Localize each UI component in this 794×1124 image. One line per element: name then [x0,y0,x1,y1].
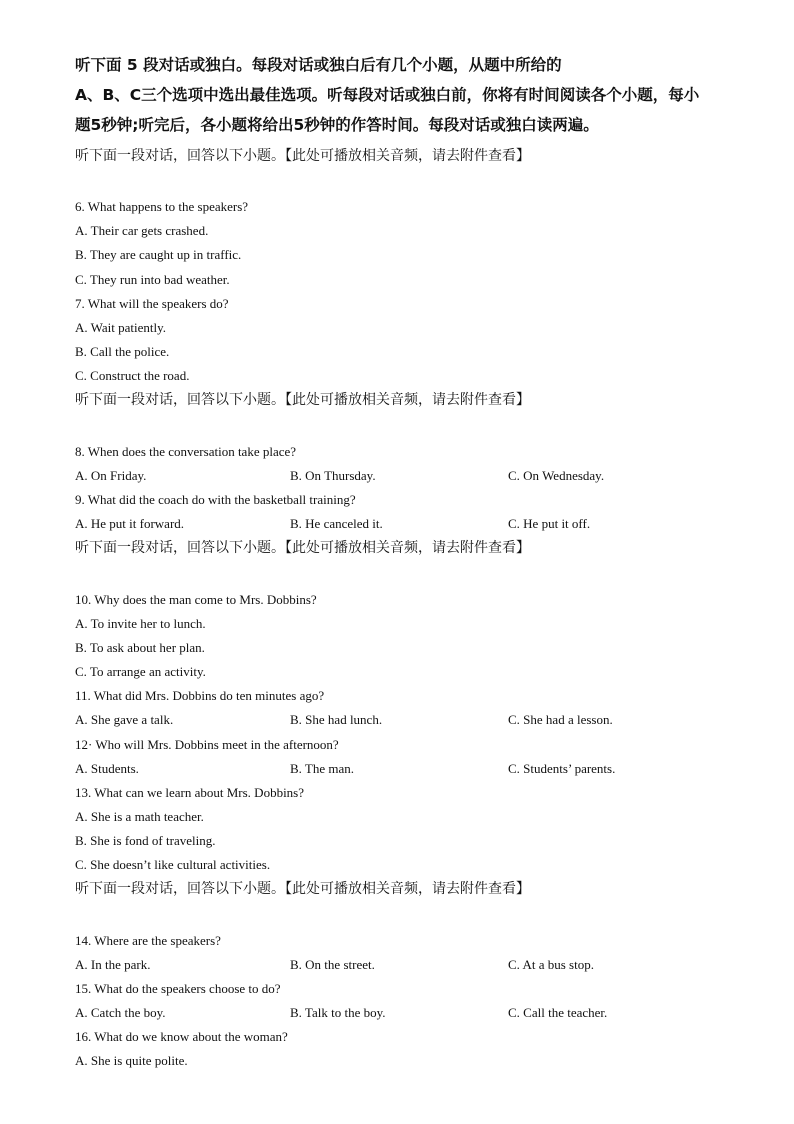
question-7-stem: 7. What will the speakers do? [75,296,229,311]
question-8-option-c: C. On Wednesday. [508,468,605,483]
question-11-option-a: A. She gave a talk. [75,712,174,727]
instruction-line-2: A、B、C三个选项中选出最佳选项。听每段对话或独白前，你将有时间阅读各个小题，每小 [75,86,700,104]
question-13-option-b: B. She is fond of traveling. [75,833,216,848]
question-10-option-a: A. To invite her to lunch. [75,616,206,631]
question-12-option-a: A. Students. [75,761,139,776]
question-11-option-b: B. She had lunch. [290,712,383,727]
question-9-option-a: A. He put it forward. [75,516,185,531]
section-note: 听下面一段对话，回答以下小题。【此处可播放相关音频，请去附件查看】 [75,540,530,556]
question-11-stem: 11. What did Mrs. Dobbins do ten minutes ago? [75,688,325,703]
question-9-option-c: C. He put it off. [508,516,591,531]
question-15-option-a: A. Catch the boy. [75,1005,166,1020]
question-6-option-b: B. They are caught up in traffic. [75,247,242,262]
question-10-option-b: B. To ask about her plan. [75,640,205,655]
question-12-option-c: C. Students’ parents. [508,761,616,776]
question-12-stem: 12· Who will Mrs. Dobbins meet in the afternoon? [75,737,339,752]
question-16-option-a: A. She is quite polite. [75,1053,188,1068]
question-16-stem: 16. What do we know about the woman? [75,1029,288,1044]
question-10-stem: 10. Why does the man come to Mrs. Dobbins? [75,592,317,607]
instruction-line-1: 听下面 5 段对话或独白。每段对话或独白后有几个小题，从题中所给的 [75,56,562,74]
question-14-option-b: B. On the street. [290,957,375,972]
question-7-option-a: A. Wait patiently. [75,320,167,335]
question-7-option-c: C. Construct the road. [75,368,190,383]
question-8-stem: 8. When does the conversation take place? [75,444,297,459]
question-8-option-b: B. On Thursday. [290,468,376,483]
question-15-option-b: B. Talk to the boy. [290,1005,386,1020]
section-note: 听下面一段对话，回答以下小题。【此处可播放相关音频，请去附件查看】 [75,148,530,164]
question-15-stem: 15. What do the speakers choose to do? [75,981,281,996]
question-14-stem: 14. Where are the speakers? [75,933,221,948]
question-10-option-c: C. To arrange an activity. [75,664,206,679]
question-14-option-c: C. At a bus stop. [508,957,594,972]
question-13-option-a: A. She is a math teacher. [75,809,204,824]
section-note: 听下面一段对话，回答以下小题。【此处可播放相关音频，请去附件查看】 [75,881,530,897]
question-12-option-b: B. The man. [290,761,355,776]
section-note: 听下面一段对话，回答以下小题。【此处可播放相关音频，请去附件查看】 [75,392,530,408]
question-7-option-b: B. Call the police. [75,344,170,359]
question-9-stem: 9. What did the coach do with the basketball training? [75,492,356,507]
question-6-option-c: C. They run into bad weather. [75,272,230,287]
question-13-option-c: C. She doesn’t like cultural activities. [75,857,271,872]
question-13-stem: 13. What can we learn about Mrs. Dobbins? [75,785,305,800]
question-6-option-a: A. Their car gets crashed. [75,223,209,238]
instruction-line-3: 题5秒钟;听完后，各小题将给出5秒钟的作答时间。每段对话或独白读两遍。 [75,116,599,134]
question-8-option-a: A. On Friday. [75,468,147,483]
question-15-option-c: C. Call the teacher. [508,1005,608,1020]
question-11-option-c: C. She had a lesson. [508,712,613,727]
question-9-option-b: B. He canceled it. [290,516,383,531]
question-6-stem: 6. What happens to the speakers? [75,199,249,214]
question-14-option-a: A. In the park. [75,957,151,972]
